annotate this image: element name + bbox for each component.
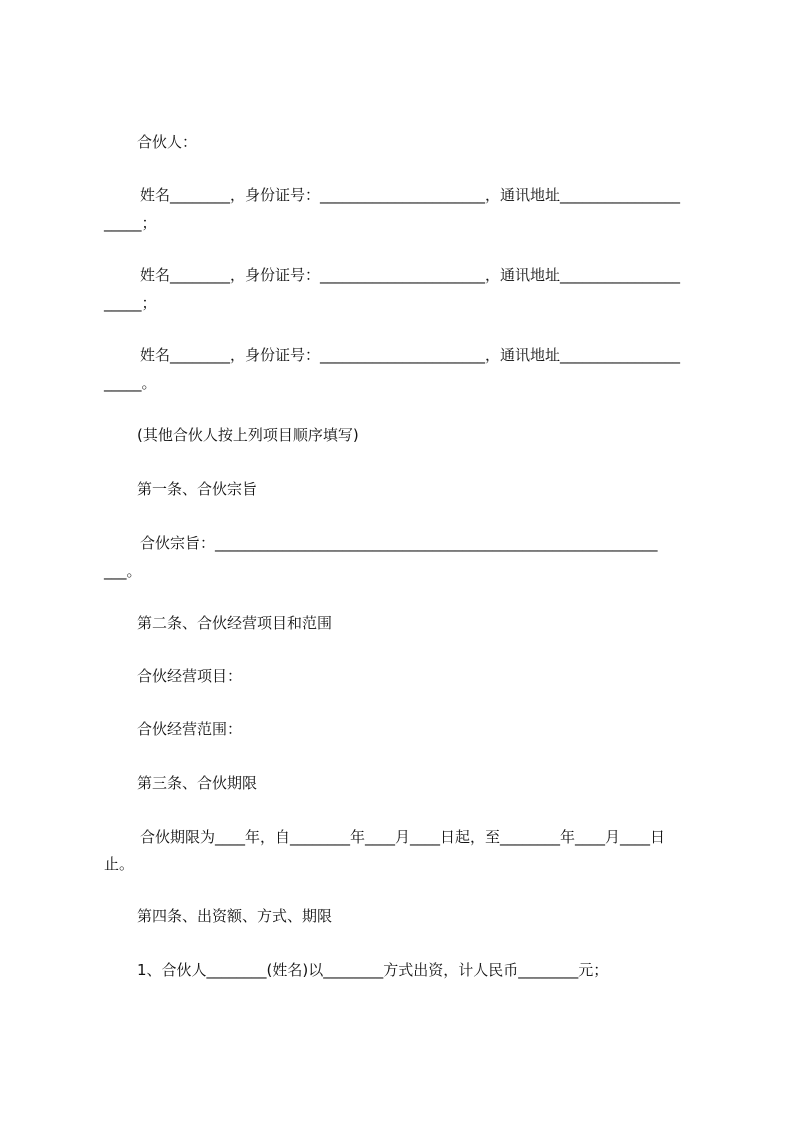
article-1-purpose-line-1: 合伙宗旨：___________________________________________________________ bbox=[140, 534, 658, 552]
partner-1-line-2: _____； bbox=[104, 214, 157, 232]
partner-3-line-1: 姓名________，身份证号：______________________，通讯地址________________ bbox=[140, 346, 681, 364]
article-2-scope: 合伙经营范围： bbox=[137, 720, 243, 738]
article-3-term-line-1: 合伙期限为____年，自________年____月____日起，至________年____月____日 bbox=[140, 828, 666, 846]
partner-2-line-1: 姓名________，身份证号：______________________，通讯地址________________ bbox=[140, 266, 681, 284]
partner-2-line-2: _____； bbox=[104, 294, 157, 312]
partners-heading: 合伙人： bbox=[137, 133, 198, 151]
article-3-title: 第三条、合伙期限 bbox=[137, 774, 258, 792]
article-2-project: 合伙经营项目： bbox=[137, 667, 243, 685]
article-1-title: 第一条、合伙宗旨 bbox=[137, 480, 258, 498]
article-4-item-1: 1、合伙人________(姓名)以________方式出资，计人民币________元； bbox=[137, 961, 609, 979]
partner-3-line-2: _____。 bbox=[104, 374, 157, 392]
partner-1-line-1: 姓名________，身份证号：______________________，通讯地址________________ bbox=[140, 186, 681, 204]
article-1-purpose-line-2: ___。 bbox=[104, 562, 142, 580]
article-3-term-line-2: 止。 bbox=[104, 855, 135, 873]
other-partners-note: (其他合伙人按上列项目顺序填写) bbox=[137, 426, 359, 444]
article-2-title: 第二条、合伙经营项目和范围 bbox=[137, 614, 333, 632]
article-4-title: 第四条、出资额、方式、期限 bbox=[137, 907, 333, 925]
